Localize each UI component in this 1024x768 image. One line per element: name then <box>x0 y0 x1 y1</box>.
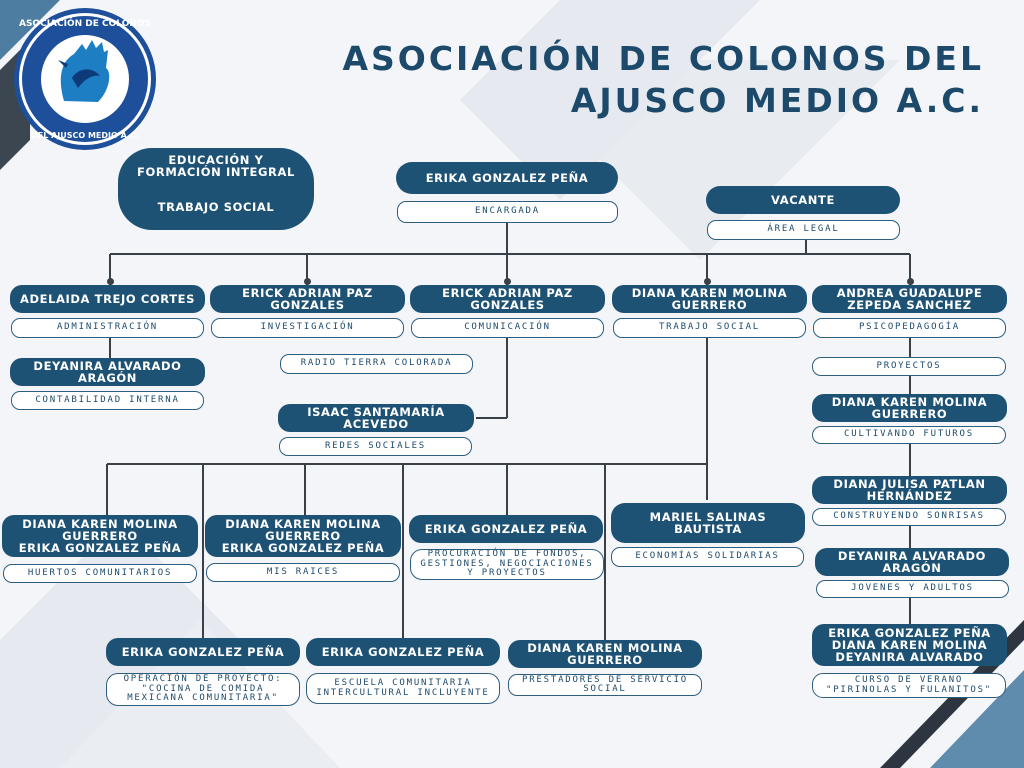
education-area-subtitle: TRABAJO SOCIAL <box>157 200 275 214</box>
admin-sub-name-box: DEYANIRA ALVARADO ARAGÓN <box>10 358 205 386</box>
level1-role-box: ADMINISTRACIÓN <box>11 318 204 338</box>
connector-dot <box>504 278 511 285</box>
level1-name-box: ERICK ADRIAN PAZ GONZALES <box>410 285 605 313</box>
project-name-box: DIANA KAREN MOLINA GUERRERO <box>508 640 702 668</box>
project-name-box: ERIKA GONZALEZ PEÑA <box>106 638 300 666</box>
connector-dot <box>107 278 114 285</box>
head-name-box: ERIKA GONZALEZ PEÑA <box>396 162 618 194</box>
level1-name-box: ADELAIDA TREJO CORTES <box>10 285 205 313</box>
project-role-box: PRESTADORES DE SERVICIO SOCIAL <box>508 674 702 696</box>
project-name-box: DIANA KAREN MOLINA GUERRERO ERIKA GONZALEZ PEÑA <box>205 515 401 557</box>
level1-role-box: PSICOPEDAGOGÍA <box>813 318 1006 338</box>
title-line-1: ASOCIACIÓN DE COLONOS DEL <box>342 39 984 78</box>
psico-role-box: CONSTRUYENDO SONRISAS <box>812 508 1006 526</box>
project-name-box: ERIKA GONZALEZ PEÑA <box>409 515 603 543</box>
project-name-box: DIANA KAREN MOLINA GUERRERO ERIKA GONZALEZ PEÑA <box>2 515 198 557</box>
psico-name-box: ERIKA GONZALEZ PEÑA DIANA KAREN MOLINA DEYANIRA ALVARADO <box>812 624 1007 666</box>
proyectos-role-box: PROYECTOS <box>812 357 1006 376</box>
project-role-box: ECONOMÍAS SOLIDARIAS <box>611 547 804 567</box>
legal-name-box: VACANTE <box>706 186 900 214</box>
psico-name-box: DIANA JULISA PATLAN HERNÁNDEZ <box>812 476 1007 504</box>
logo-text-top: ASOCIACIÓN DE COLONOS <box>18 19 152 29</box>
connector-dot <box>304 278 311 285</box>
project-name-box: ERIKA GONZALEZ PEÑA <box>306 638 500 666</box>
project-role-box: HUERTOS COMUNITARIOS <box>3 564 197 583</box>
psico-role-box: CULTIVANDO FUTUROS <box>812 426 1006 444</box>
level1-role-box: INVESTIGACIÓN <box>211 318 404 338</box>
psico-name-box: DIANA KAREN MOLINA GUERRERO <box>812 394 1007 422</box>
project-role-box: ESCUELA COMUNITARIA INTERCULTURAL INCLUYENTE <box>306 673 500 704</box>
project-role-box: PROCURACIÓN DE FONDOS, GESTIONES, NEGOCIACIONES Y PROYECTOS <box>410 549 604 580</box>
logo-text-bottom: DEL AJUSCO MEDIO A.C. <box>31 131 139 140</box>
project-role-box: OPERACIÓN DE PROYECTO: "COCINA DE COMIDA MEXICANA COMUNITARIA" <box>106 673 300 706</box>
legal-role-box: ÁREA LEGAL <box>707 220 900 240</box>
psico-role-box: CURSO DE VERANO "PIRINOLAS Y FULANITOS" <box>812 673 1006 698</box>
comm-sub-role-box: REDES SOCIALES <box>279 437 472 456</box>
connector-dot <box>907 278 914 285</box>
level1-name-box: ANDREA GUADALUPE ZEPEDA SANCHEZ <box>812 285 1007 313</box>
level1-name-box: ERICK ADRIAN PAZ GONZALES <box>210 285 405 313</box>
level1-name-box: DIANA KAREN MOLINA GUERRERO <box>612 285 807 313</box>
level1-role-box: TRABAJO SOCIAL <box>613 318 806 338</box>
education-area-title: EDUCACIÓN Y FORMACIÓN INTEGRAL <box>137 153 295 179</box>
title-line-2: AJUSCO MEDIO A.C. <box>570 81 984 120</box>
level1-role-box: COMUNICACIÓN <box>411 318 604 338</box>
project-name-box: MARIEL SALINAS BAUTISTA <box>611 503 805 543</box>
radio-role-box: RADIO TIERRA COLORADA <box>280 354 473 374</box>
education-area-box <box>118 148 314 230</box>
connector-dot <box>704 278 711 285</box>
comm-sub-name-box: ISAAC SANTAMARÍA ACEVEDO <box>278 404 474 432</box>
project-role-box: MIS RAICES <box>206 563 400 582</box>
psico-role-box: JOVENES Y ADULTOS <box>816 580 1009 598</box>
head-role-box: ENCARGADA <box>397 201 618 223</box>
psico-name-box: DEYANIRA ALVARADO ARAGÓN <box>815 548 1009 576</box>
admin-sub-role-box: CONTABILIDAD INTERNA <box>11 391 204 410</box>
